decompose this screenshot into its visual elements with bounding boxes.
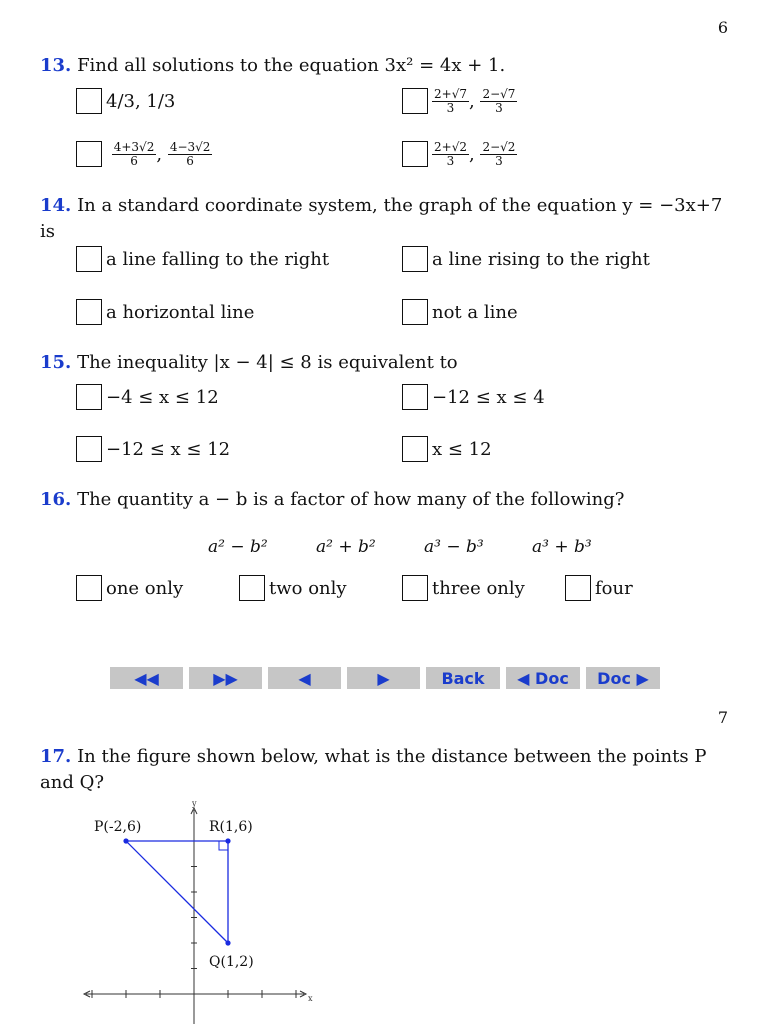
fraction-denominator: 3	[446, 100, 455, 115]
x-axis-label: x	[308, 994, 313, 1003]
fraction-denominator: 6	[186, 153, 194, 168]
expression: a³ + b³	[532, 537, 592, 557]
fraction-numerator: 4−3√2	[169, 139, 211, 154]
option-label: a line rising to the right	[432, 248, 650, 270]
option-label: a horizontal line	[106, 301, 255, 323]
point-label-Q: Q(1,2)	[209, 954, 254, 970]
option-label: −12 ≤ x ≤ 12	[106, 438, 231, 460]
separator: ,	[468, 143, 475, 165]
option-label: one only	[106, 577, 184, 599]
option-label: x ≤ 12	[432, 438, 492, 460]
fraction-numerator: 2−√7	[482, 86, 516, 101]
previous-doc-button[interactable]: ◀ Doc	[506, 667, 580, 689]
question-number: 15.	[40, 352, 72, 373]
question-text: The quantity a − b is a factor of how many of the following?	[77, 489, 625, 510]
expression: a² − b²	[208, 537, 268, 557]
point-label-R: R(1,6)	[209, 819, 253, 835]
question-text: In a standard coordinate system, the graph of the equation y = −3x+7 is	[40, 195, 723, 242]
option-label: three only	[432, 577, 525, 599]
separator: ,	[468, 90, 475, 112]
first-page-button[interactable]: ◀◀	[110, 667, 183, 689]
option-label: four	[595, 577, 633, 599]
y-axis-label: y	[192, 799, 197, 808]
question-number: 16.	[40, 489, 72, 510]
expression: a² + b²	[316, 537, 376, 557]
option-label: a line falling to the right	[106, 248, 330, 270]
previous-page-button[interactable]: ◀	[268, 667, 341, 689]
option-label: not a line	[432, 301, 518, 323]
page-number: 7	[717, 708, 728, 727]
points	[94, 819, 254, 970]
point-P	[123, 838, 128, 843]
next-doc-button[interactable]: Doc ▶	[586, 667, 660, 689]
expression: a³ − b³	[424, 537, 484, 557]
page-number: 6	[717, 18, 728, 37]
separator: ,	[156, 143, 163, 165]
option-label: two only	[269, 577, 347, 599]
point-R	[225, 838, 230, 843]
last-page-button[interactable]: ▶▶	[189, 667, 262, 689]
fraction-numerator: 2−√2	[482, 139, 516, 154]
fraction-numerator: 2+√7	[434, 86, 467, 101]
fraction-numerator: 2+√2	[434, 139, 467, 154]
fraction-denominator: 3	[446, 153, 455, 168]
question-number: 14.	[40, 195, 72, 216]
triangle-segments	[126, 841, 228, 943]
option-label: 4/3, 1/3	[106, 90, 176, 112]
question-text: Find all solutions to the equation 3x² = 4x + 1.	[77, 55, 506, 76]
question-text: The inequality |x − 4| ≤ 8 is equivalent to	[77, 352, 458, 373]
next-page-button[interactable]: ▶	[347, 667, 420, 689]
question-text: In the figure shown below, what is the distance between the points P and Q?	[40, 746, 707, 793]
fraction-numerator: 4+3√2	[113, 139, 155, 154]
back-button[interactable]: Back	[426, 667, 500, 689]
option-label: −12 ≤ x ≤ 4	[432, 386, 545, 408]
question-number: 17.	[40, 746, 72, 767]
segment-PQ	[126, 841, 228, 943]
point-Q	[225, 940, 230, 945]
fraction-denominator: 3	[495, 100, 503, 115]
fraction-denominator: 6	[130, 153, 138, 168]
point-label-P: P(-2,6)	[94, 819, 142, 835]
option-label: −4 ≤ x ≤ 12	[106, 386, 219, 408]
question-number: 13.	[40, 55, 72, 76]
fraction-denominator: 3	[495, 153, 503, 168]
